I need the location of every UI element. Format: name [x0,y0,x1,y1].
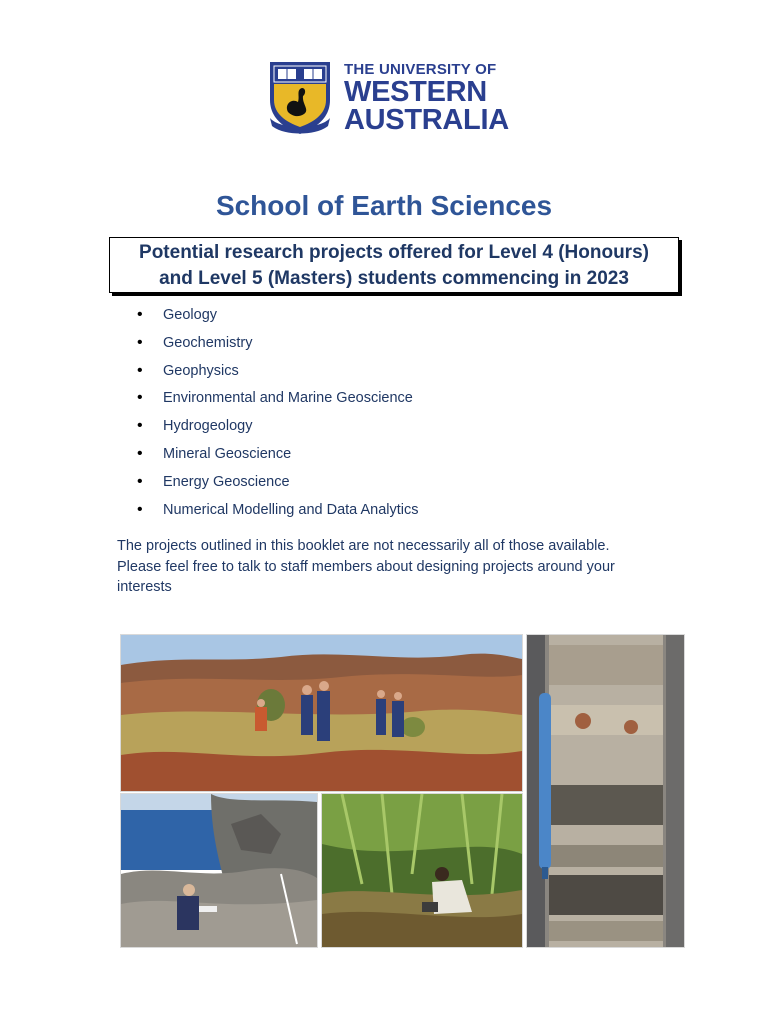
photo-coastal-rocks [120,793,318,948]
photo-outback-fieldwork [120,634,523,792]
university-crest-icon [266,58,334,136]
list-item: • Geology [137,304,419,332]
list-item: • Hydrogeology [137,415,419,443]
list-item: • Geophysics [137,360,419,388]
list-item: • Geochemistry [137,332,419,360]
photo-vegetation-sampling [321,793,523,948]
logo-text-line1: THE UNIVERSITY OF [344,61,497,78]
projects-title-line1: Potential research projects offered for Level 4 (Honours) [139,242,649,263]
projects-title-box [109,237,679,293]
list-item: • Energy Geoscience [137,471,419,499]
note-line3: interests [117,579,172,595]
logo-text-line3: AUSTRALIA [344,104,509,136]
list-item: • Mineral Geoscience [137,443,419,471]
logo-text-line2: WESTERN [344,76,487,108]
photo-drill-core [526,634,685,948]
projects-title-line2: and Level 5 (Masters) students commencing in 2023 [159,268,629,289]
booklet-note [117,536,697,598]
list-item: • Numerical Modelling and Data Analytics [137,499,419,527]
note-line1: The projects outlined in this booklet are not necessarily all of those available. [117,538,610,554]
note-line2: Please feel free to talk to staff members about designing projects around your [117,558,615,575]
university-logo [266,58,510,138]
list-item: • Environmental and Marine Geoscience [137,387,419,415]
topic-list [137,304,419,526]
school-title: School of Earth Sciences [215,190,553,221]
